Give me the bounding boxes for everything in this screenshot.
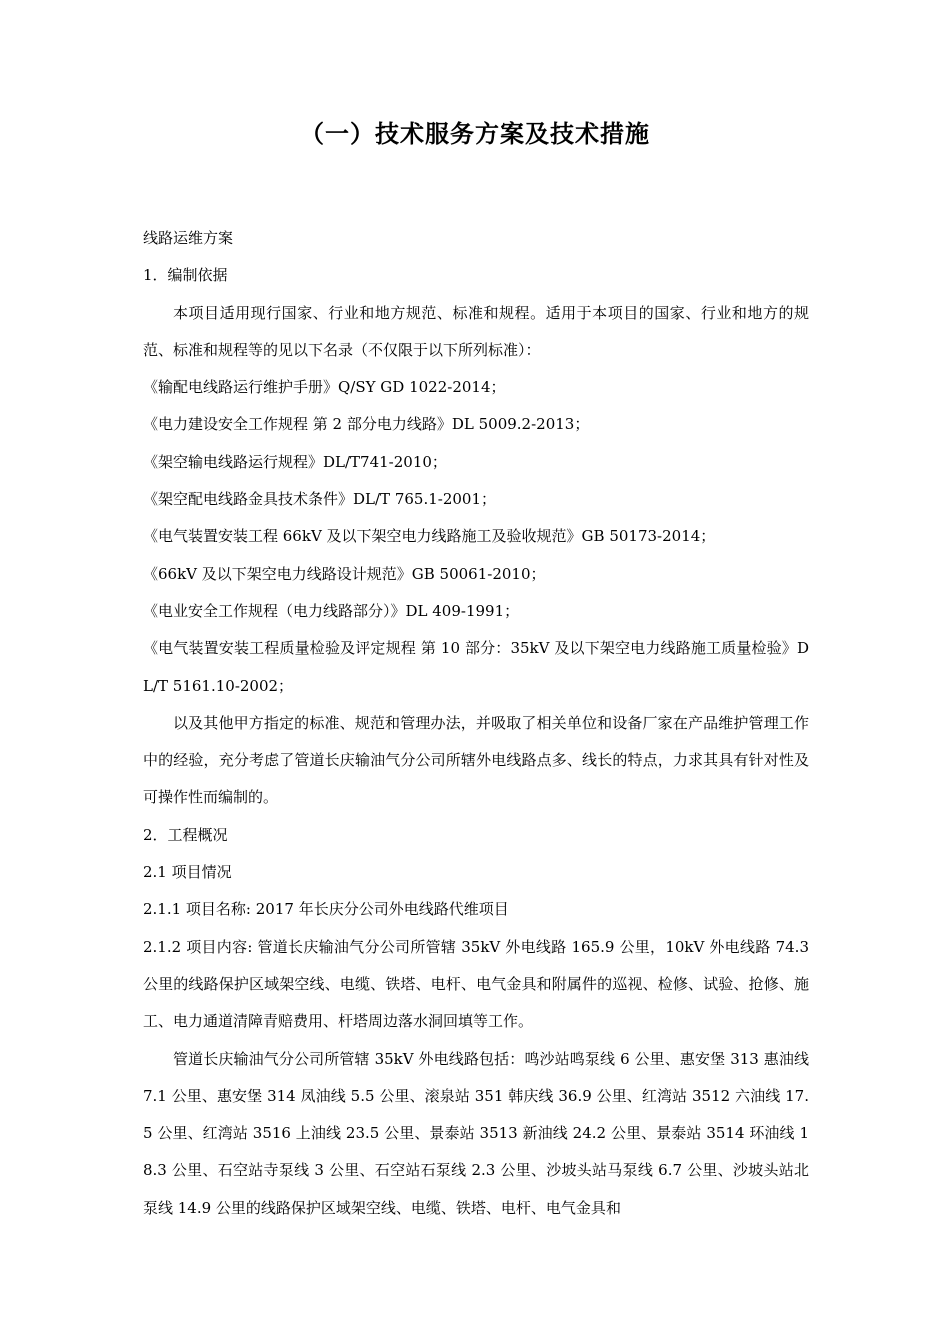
standard-item: 《架空配电线路金具技术条件》DL/T 765.1-2001； <box>143 490 496 509</box>
document-body <box>143 220 809 1227</box>
overview-heading: 2．工程概况 <box>143 825 228 844</box>
document-title: （一）技术服务方案及技术措施 <box>300 120 650 148</box>
basis-closing-paragraph: 以及其他甲方指定的标准、规范和管理办法，并吸取了相关单位和设备厂家在产品维护管理工作中的经验，充分考虑了管道长庆输油气分公司所辖外电线路点多、线长的特点，力求其具有针对性及可操作性而编制的。 <box>143 713 809 807</box>
section-heading: 线路运维方案 <box>143 229 234 247</box>
project-heading: 2.1 项目情况 <box>143 863 232 882</box>
standard-item: 《输配电线路运行维护手册》Q/SY GD 1022-2014； <box>143 378 506 397</box>
basis-heading: 1．编制依据 <box>143 266 228 285</box>
standard-item: 《电业安全工作规程（电力线路部分）》DL 409-1991； <box>143 601 520 620</box>
basis-intro-paragraph: 本项目适用现行国家、行业和地方规范、标准和规程。适用于本项目的国家、行业和地方的规范、标准和规程等的见以下名录（不仅限于以下所列标准）： <box>143 303 809 359</box>
standard-item: 《电气装置安装工程质量检验及评定规程 第 10 部分：35kV 及以下架空电力线路施工质量检验》DL/T 5161.10-2002； <box>143 639 809 695</box>
standard-item: 《电气装置安装工程 66kV 及以下架空电力线路施工及验收规范》GB 50173-2014； <box>143 527 716 546</box>
lines-paragraph: 管道长庆输油气分公司所管辖 35kV 外电线路包括：鸣沙站鸣泵线 6 公里、惠安堡 313 惠油线 7.1 公里、惠安堡 314 凤油线 5.5 公里、滚泉站 351 韩庆线 36.9 公里、红湾站 3512 六油线 17.5 公里、红湾站 3516 上油线 23.5 公里、景泰站 3513 新油线 24.2 公里、景泰站 3514 环油线 18.3 公里、石空站寺泵线 3 公里、石空站石泵线 2.3 公里、沙坡头站马泵线 6.7 公里、沙坡头站北泵线 14.9 公里的线路保护区域架空线、电缆、铁塔、电杆、电气金具和 <box>143 1049 809 1217</box>
standard-item: 《架空输电线路运行规程》DL/T741-2010； <box>143 452 447 471</box>
standard-item: 《66kV 及以下架空电力线路设计规范》GB 50061-2010； <box>143 564 546 583</box>
standard-item: 《电力建设安全工作规程 第 2 部分电力线路》DL 5009.2-2013； <box>143 415 590 434</box>
project-content-paragraph: 2.1.2 项目内容: 管道长庆输油气分公司所管辖 35kV 外电线路 165.9 公里，10kV 外电线路 74.3 公里的线路保护区域架空线、电缆、铁塔、电杆、电气金具和附属件的巡视、检修、试验、抢修、施工、电力通道清障青赔费用、杆塔周边落水洞回填等工作。 <box>143 937 809 1031</box>
project-name-line: 2.1.1 项目名称: 2017 年长庆分公司外电线路代维项目 <box>143 900 509 919</box>
